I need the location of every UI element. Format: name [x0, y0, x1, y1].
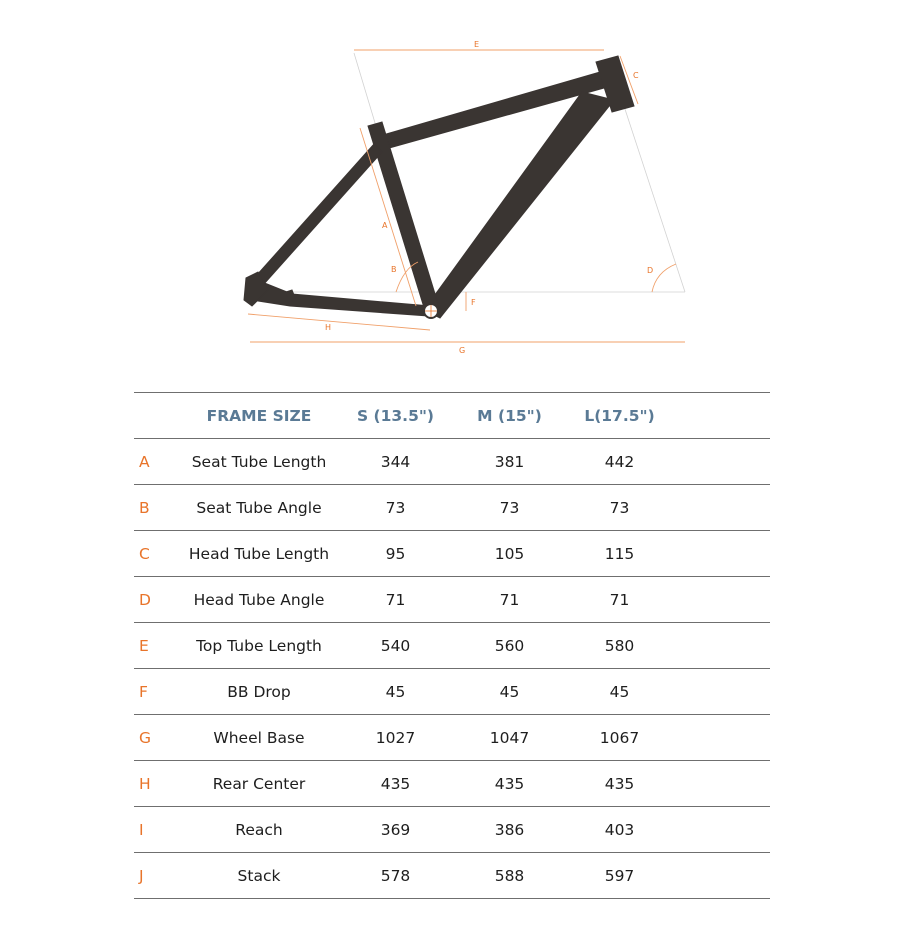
dim-b-label: B — [391, 265, 397, 274]
row-pad — [672, 669, 770, 715]
row-name: Top Tube Length — [179, 623, 339, 669]
row-letter: G — [134, 715, 179, 761]
row-value-l: 403 — [567, 807, 672, 853]
row-value-s: 95 — [339, 531, 452, 577]
row-value-s: 344 — [339, 439, 452, 485]
dim-a-label: A — [382, 221, 388, 230]
row-value-m: 105 — [452, 531, 567, 577]
row-value-m: 73 — [452, 485, 567, 531]
row-letter: D — [134, 577, 179, 623]
header-size-l: L(17.5") — [567, 393, 672, 439]
row-value-s: 578 — [339, 853, 452, 899]
row-value-m: 45 — [452, 669, 567, 715]
row-value-m: 1047 — [452, 715, 567, 761]
bike-frame — [244, 56, 634, 318]
table-row — [134, 577, 770, 623]
table-row — [134, 531, 770, 577]
row-value-l: 597 — [567, 853, 672, 899]
row-letter: E — [134, 623, 179, 669]
table-row — [134, 761, 770, 807]
row-value-s: 73 — [339, 485, 452, 531]
header-pad — [672, 393, 770, 439]
row-value-s: 369 — [339, 807, 452, 853]
row-value-l: 115 — [567, 531, 672, 577]
row-value-l: 45 — [567, 669, 672, 715]
table-row — [134, 853, 770, 899]
row-letter: A — [134, 439, 179, 485]
row-value-m: 386 — [452, 807, 567, 853]
row-value-l: 580 — [567, 623, 672, 669]
row-letter: F — [134, 669, 179, 715]
row-name: Stack — [179, 853, 339, 899]
table-header-row — [134, 393, 770, 439]
dim-d-label: D — [647, 266, 654, 275]
table-row — [134, 669, 770, 715]
row-letter: B — [134, 485, 179, 531]
row-value-s: 45 — [339, 669, 452, 715]
row-name: Head Tube Length — [179, 531, 339, 577]
header-size-m: M (15") — [452, 393, 567, 439]
header-frame-size: FRAME SIZE — [179, 393, 339, 439]
row-value-s: 1027 — [339, 715, 452, 761]
row-value-l: 435 — [567, 761, 672, 807]
row-letter: C — [134, 531, 179, 577]
row-value-l: 71 — [567, 577, 672, 623]
row-pad — [672, 807, 770, 853]
row-pad — [672, 623, 770, 669]
row-pad — [672, 761, 770, 807]
row-value-l: 1067 — [567, 715, 672, 761]
row-pad — [672, 531, 770, 577]
guide-steering-axis — [622, 100, 685, 292]
dim-e-label: E — [474, 40, 480, 49]
row-name: Head Tube Angle — [179, 577, 339, 623]
table-row — [134, 485, 770, 531]
seat-stay — [256, 144, 382, 284]
row-pad — [672, 715, 770, 761]
table-row — [134, 715, 770, 761]
row-name: Reach — [179, 807, 339, 853]
row-name: Seat Tube Angle — [179, 485, 339, 531]
row-name: Seat Tube Length — [179, 439, 339, 485]
dim-d-arc — [652, 264, 676, 292]
chain-stay — [252, 282, 430, 316]
row-value-l: 442 — [567, 439, 672, 485]
row-value-m: 381 — [452, 439, 567, 485]
dim-c-label: C — [633, 71, 639, 80]
row-pad — [672, 853, 770, 899]
table-row — [134, 439, 770, 485]
dim-h-line — [248, 314, 430, 330]
row-letter: I — [134, 807, 179, 853]
row-name: Rear Center — [179, 761, 339, 807]
row-name: Wheel Base — [179, 715, 339, 761]
row-value-s: 71 — [339, 577, 452, 623]
row-value-m: 71 — [452, 577, 567, 623]
row-letter: H — [134, 761, 179, 807]
row-value-s: 435 — [339, 761, 452, 807]
row-pad — [672, 485, 770, 531]
row-value-m: 560 — [452, 623, 567, 669]
header-size-s: S (13.5") — [339, 393, 452, 439]
row-pad — [672, 577, 770, 623]
header-letter — [134, 393, 179, 439]
dim-f-label: F — [471, 298, 476, 307]
table-row — [134, 623, 770, 669]
dim-h-label: H — [325, 323, 332, 332]
row-letter: J — [134, 853, 179, 899]
frame-geometry-diagram — [0, 0, 920, 390]
dim-g-label: G — [459, 346, 466, 355]
row-value-m: 435 — [452, 761, 567, 807]
row-value-s: 540 — [339, 623, 452, 669]
table-row — [134, 807, 770, 853]
geometry-table — [134, 392, 770, 899]
row-value-m: 588 — [452, 853, 567, 899]
row-pad — [672, 439, 770, 485]
row-name: BB Drop — [179, 669, 339, 715]
row-value-l: 73 — [567, 485, 672, 531]
